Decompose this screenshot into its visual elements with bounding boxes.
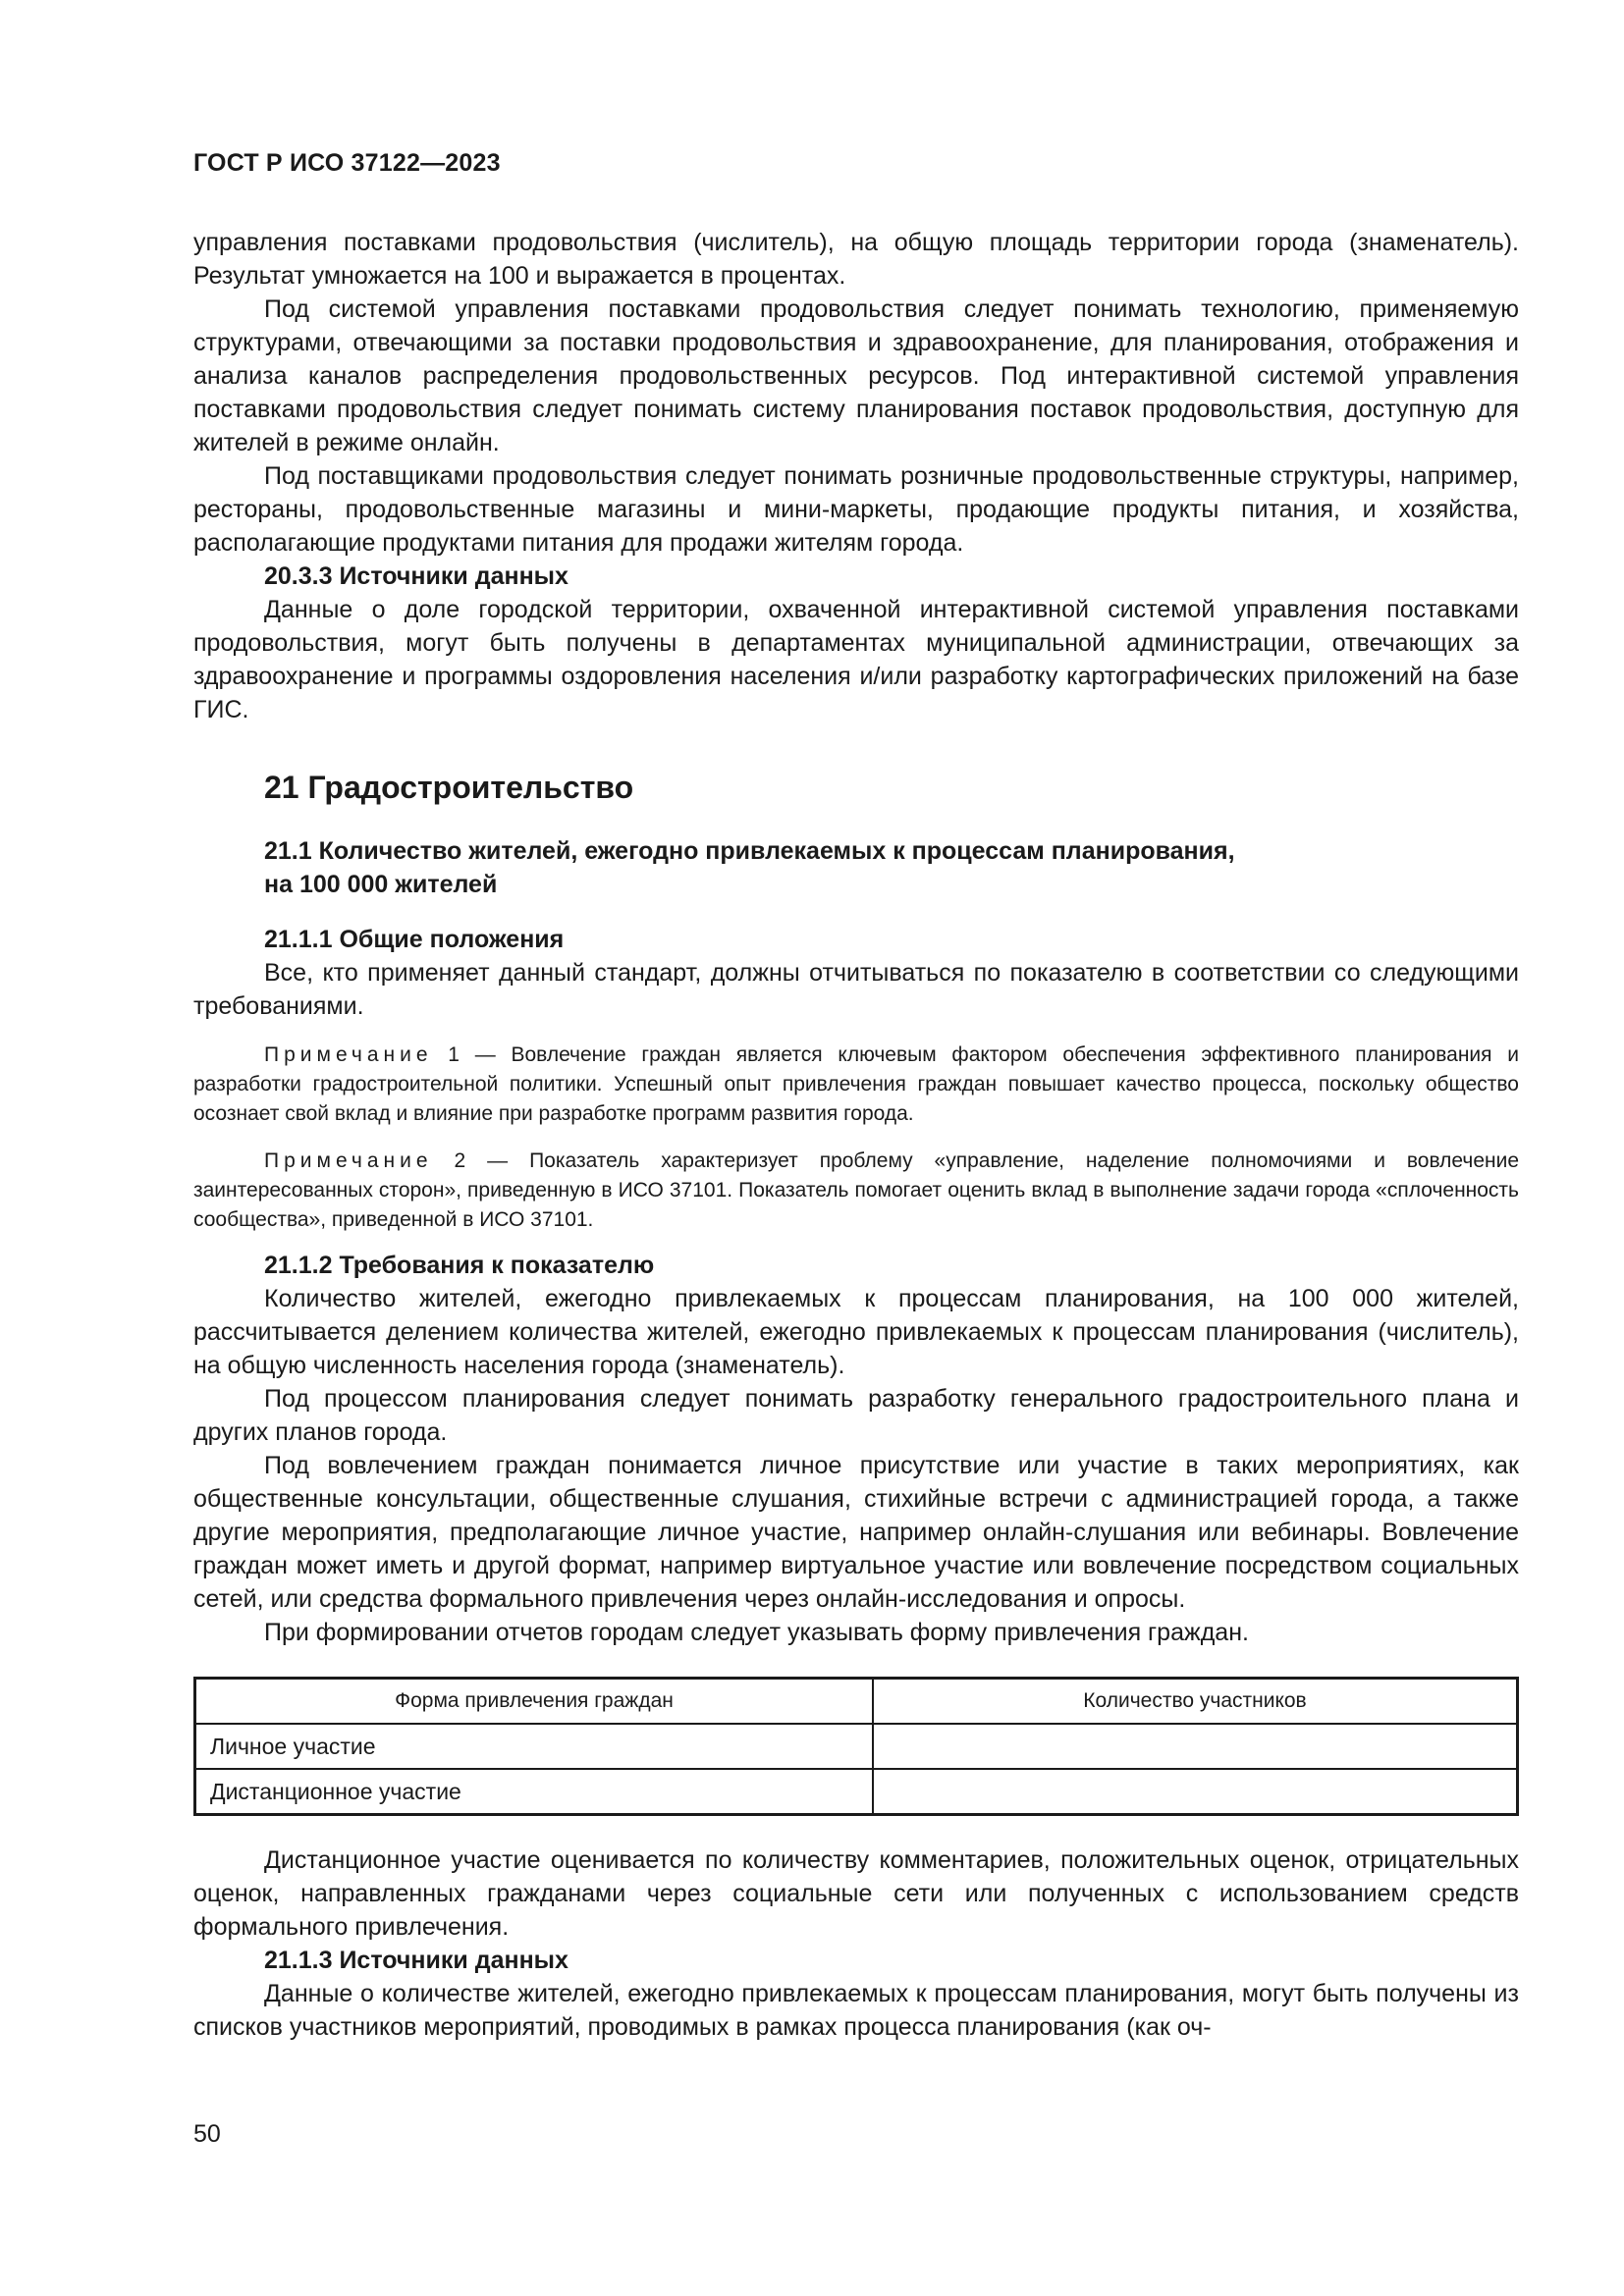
clause-title-line: 21.1 Количество жителей, ежегодно привлекаемых к процессам планирования, [264, 837, 1235, 865]
table-header-cell: Количество участников [873, 1679, 1518, 1725]
note-label: Примечание [264, 1149, 433, 1172]
page-number: 50 [193, 2120, 221, 2148]
clause-title-21-1 [193, 834, 1519, 901]
note-label: Примечание [264, 1043, 433, 1066]
table-cell [873, 1724, 1518, 1769]
paragraph: Под процессом планирования следует понимать разработку генерального градостроительного плана и других планов города. [193, 1385, 1519, 1446]
table-cell: Дистанционное участие [195, 1769, 874, 1815]
paragraph: Данные о доле городской территории, охваченной интерактивной системой управления поставками продовольствия, могут быть получены в департаментах муниципальной администрации, отвечающих за здравоохранение и программы оздоровления населения и/или разработку картографических приложений на базе ГИС. [193, 596, 1519, 723]
note-1 [193, 1041, 1519, 1129]
table-header-cell: Форма привлечения граждан [195, 1679, 874, 1725]
subsection-heading-20-3-3: 20.3.3 Источники данных [264, 562, 568, 590]
subsection-heading-21-1-3: 21.1.3 Источники данных [264, 1947, 568, 1974]
subsection-heading-21-1-1: 21.1.1 Общие положения [264, 926, 565, 953]
table-header-row [195, 1679, 1518, 1725]
table-row [195, 1769, 1518, 1815]
document-body [193, 226, 1519, 2044]
paragraph: Под системой управления поставками продовольствия следует понимать технологию, применяемую структурами, отвечающими за поставки продовольствия и здравоохранение, для планирования, отображения и анализа каналов распределения продовольственных ресурсов. Под интерактивной системой управления поставками продовольствия следует понимать систему планирования поставок продовольствия, доступную для жителей в режиме онлайн. [193, 295, 1519, 456]
paragraph: Дистанционное участие оценивается по количеству комментариев, положительных оценок, отрицательных оценок, направленных гражданами через социальные сети или полученных с использованием средств формального привлечения. [193, 1846, 1519, 1941]
note-text: 1 — Вовлечение граждан является ключевым фактором обеспечения эффективного планирования и разработки градостроительной политики. Успешный опыт привлечения граждан повышает качество процесса, поскольку общество осознает свой вклад и влияние при разработке программ развития города. [193, 1043, 1519, 1125]
section-title-21: 21 Градостроительство [264, 770, 634, 805]
participation-table [193, 1677, 1519, 1816]
table-cell: Личное участие [195, 1724, 874, 1769]
paragraph: Под вовлечением граждан понимается личное присутствие или участие в таких мероприятиях, как общественные консультации, общественные слушания, стихийные встречи с администрацией города, а также другие мероприятия, предполагающие личное участие, например онлайн-слушания или вебинары. Вовлечение граждан может иметь и другой формат, например виртуальное участие или вовлечение посредством социальных сетей, или средства формального привлечения через онлайн-исследования и опросы. [193, 1452, 1519, 1613]
paragraph: При формировании отчетов городам следует указывать форму привлечения граждан. [264, 1619, 1249, 1646]
paragraph: Все, кто применяет данный стандарт, должны отчитываться по показателю в соответствии со следующими требованиями. [193, 959, 1519, 1020]
note-text: 2 — Показатель характеризует проблему «управление, наделение полномочиями и вовлечение заинтересованных сторон», приведенную в ИСО 37101. Показатель помогает оценить вклад в выполнение задачи города «сплоченность сообщества», приведенной в ИСО 37101. [193, 1149, 1519, 1231]
note-2 [193, 1147, 1519, 1235]
paragraph: Данные о количестве жителей, ежегодно привлекаемых к процессам планирования, могут быть получены из списков участников мероприятий, проводимых в рамках процесса планирования (как оч- [193, 1980, 1519, 2041]
table-cell [873, 1769, 1518, 1815]
paragraph: Количество жителей, ежегодно привлекаемых к процессам планирования, на 100 000 жителей, рассчитывается делением количества жителей, ежегодно привлекаемых к процессам планирования (числитель), на общую численность населения города (знаменатель). [193, 1285, 1519, 1379]
paragraph: управления поставками продовольствия (числитель), на общую площадь территории города (знаменатель). Результат умножается на 100 и выражается в процентах. [193, 229, 1519, 290]
document-header: ГОСТ Р ИСО 37122—2023 [193, 149, 501, 177]
paragraph: Под поставщиками продовольствия следует понимать розничные продовольственные структуры, например, рестораны, продовольственные магазины и мини-маркеты, продающие продукты питания, и хозяйства, располагающие продуктами питания для продажи жителям города. [193, 462, 1519, 557]
table-row [195, 1724, 1518, 1769]
subsection-heading-21-1-2: 21.1.2 Требования к показателю [264, 1252, 655, 1279]
clause-title-line: на 100 000 жителей [264, 871, 498, 898]
